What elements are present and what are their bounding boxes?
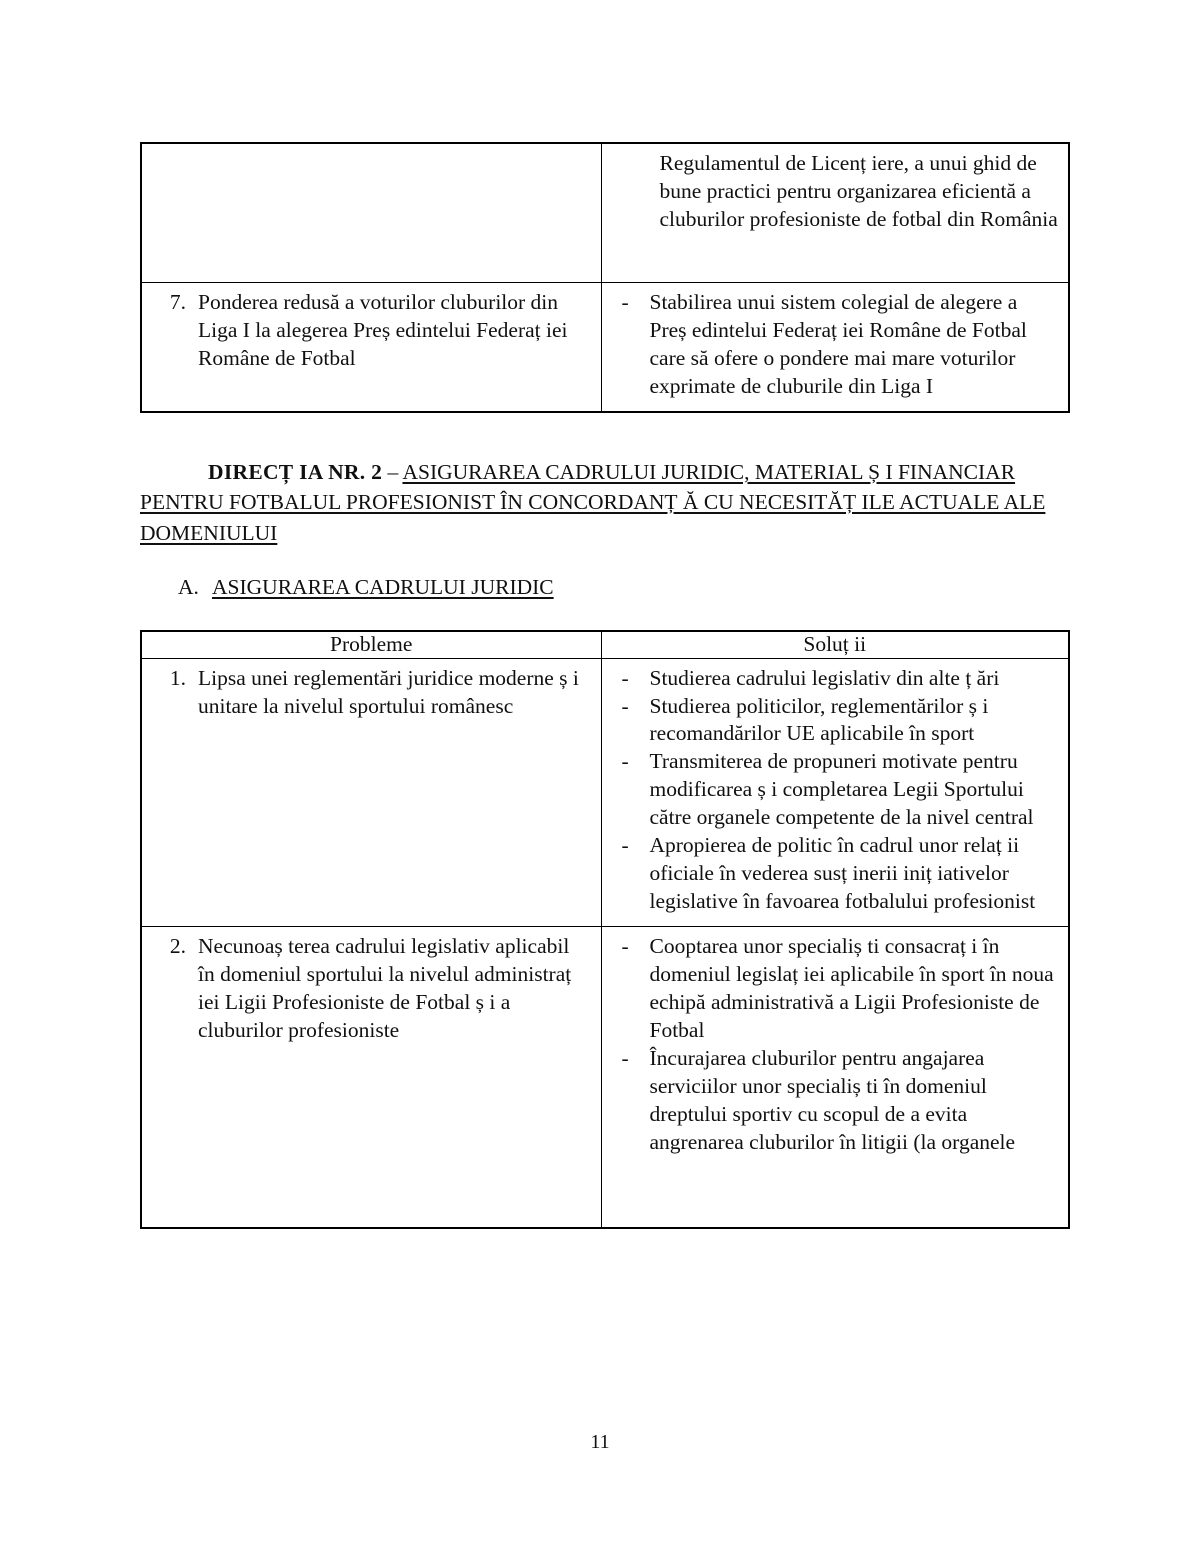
problem-item <box>152 933 591 1045</box>
item-number: 7. <box>169 290 186 314</box>
table-row <box>141 143 1069 283</box>
list-item <box>612 693 1059 749</box>
table-header-row <box>141 631 1069 658</box>
continued-table <box>140 142 1070 413</box>
list-item <box>612 933 1059 1045</box>
table-row <box>141 658 1069 926</box>
item-text: Lipsa unei reglementări juridice moderne ș i unitare la nivelul sportului românesc <box>198 665 579 718</box>
problems-solutions-table <box>140 630 1070 1229</box>
direction-heading <box>0 457 1200 549</box>
list-item <box>612 1045 1059 1157</box>
direction-heading-underlined: ASIGURAREA CADRULUI JURIDIC, MATERIAL Ș I FINANCIAR PENTRU FOTBALUL PROFESIONIST ÎN CONCORDANȚ Ă CU NECESITĂȚ ILE ACTUALE ALE DOMENIULUI <box>140 459 1046 545</box>
main-table-container <box>0 630 1200 1229</box>
table-row <box>141 927 1069 1229</box>
list-item-text: Cooptarea unor specialiș ti consacraț i în domeniul legislaț iei aplicabile în sport în noua echipă administrativă a Ligii Profesioniste de Fotbal <box>649 934 1054 1042</box>
list-item-text: Studierea cadrului legislativ din alte ț ări <box>649 665 1000 690</box>
solution-list <box>612 289 1059 401</box>
dash-bullet-icon: - <box>621 833 629 858</box>
section-heading <box>0 574 1200 602</box>
list-item-text: Încurajarea cluburilor pentru angajarea serviciilor unor specialiș ti în domeniul dreptului sportiv cu scopul de a evita angrenarea cluburilor în litigii (la organele <box>649 1045 1016 1154</box>
solution-cell <box>601 283 1069 412</box>
solution-cell <box>601 658 1069 926</box>
solution-list <box>612 665 1059 916</box>
page-number: 11 <box>590 1431 610 1453</box>
dash-bullet-icon: - <box>621 693 629 718</box>
solution-cell <box>601 143 1069 283</box>
item-text: Ponderea redusă a voturilor cluburilor din Liga I la alegerea Preș edintelui Federaț iei Române de Fotbal <box>198 290 568 370</box>
list-item-text: Transmiterea de propuneri motivate pentru modificarea ș i completarea Legii Sportului către organele competente de la nivel central <box>649 749 1034 830</box>
dash-bullet-icon: - <box>621 290 629 314</box>
table-row <box>141 283 1069 412</box>
list-item-text: Apropierea de politic în cadrul unor relaț ii oficiale în vederea susț inerii iniț iativelor legislative în favoarea fotbalului profesionist <box>649 833 1036 914</box>
dash-bullet-icon: - <box>621 1045 629 1070</box>
item-number: 1. <box>169 665 186 690</box>
direction-heading-dash: – <box>382 459 403 484</box>
list-item <box>612 665 1059 693</box>
list-item <box>612 832 1059 916</box>
dash-bullet-icon: - <box>621 665 629 690</box>
item-number: 2. <box>169 934 186 959</box>
top-table-container <box>0 0 1200 413</box>
list-item-text: Studierea politicilor, reglementărilor ș i recomandărilor UE aplicabile în sport <box>649 693 989 746</box>
list-item <box>612 748 1059 832</box>
direction-heading-bold: DIRECȚ IA NR. 2 <box>208 459 383 484</box>
problem-item <box>152 665 591 721</box>
item-text: Necunoaș terea cadrului legislativ aplicabil în domeniul sportului la nivelul administraț iei Ligii Profesioniste de Fotbal ș i a cluburilor profesioniste <box>198 934 572 1042</box>
dash-bullet-icon: - <box>621 934 629 959</box>
list-item <box>612 289 1059 401</box>
problem-cell <box>141 927 601 1229</box>
column-header-solutions: Soluț ii <box>601 631 1069 658</box>
problem-cell <box>141 658 601 926</box>
problem-item <box>152 289 591 373</box>
section-title: ASIGURAREA CADRULUI JURIDIC <box>212 575 554 600</box>
solution-continuation-text: Regulamentul de Licenț iere, a unui ghid de bune practici pentru organizarea eficientă a cluburilor profesioniste de fotbal din România <box>659 151 1058 231</box>
section-letter: A. <box>178 575 199 600</box>
problem-cell <box>141 283 601 412</box>
solution-cell <box>601 927 1069 1229</box>
solution-list <box>612 933 1059 1157</box>
column-header-problems: Probleme <box>141 631 601 658</box>
list-item-text: Stabilirea unui sistem colegial de alegere a Preș edintelui Federaț iei Române de Fotbal care să ofere o pondere mai mare voturilor exprimate de cluburile din Liga I <box>649 290 1027 398</box>
dash-bullet-icon: - <box>621 749 629 774</box>
problem-cell <box>141 143 601 283</box>
